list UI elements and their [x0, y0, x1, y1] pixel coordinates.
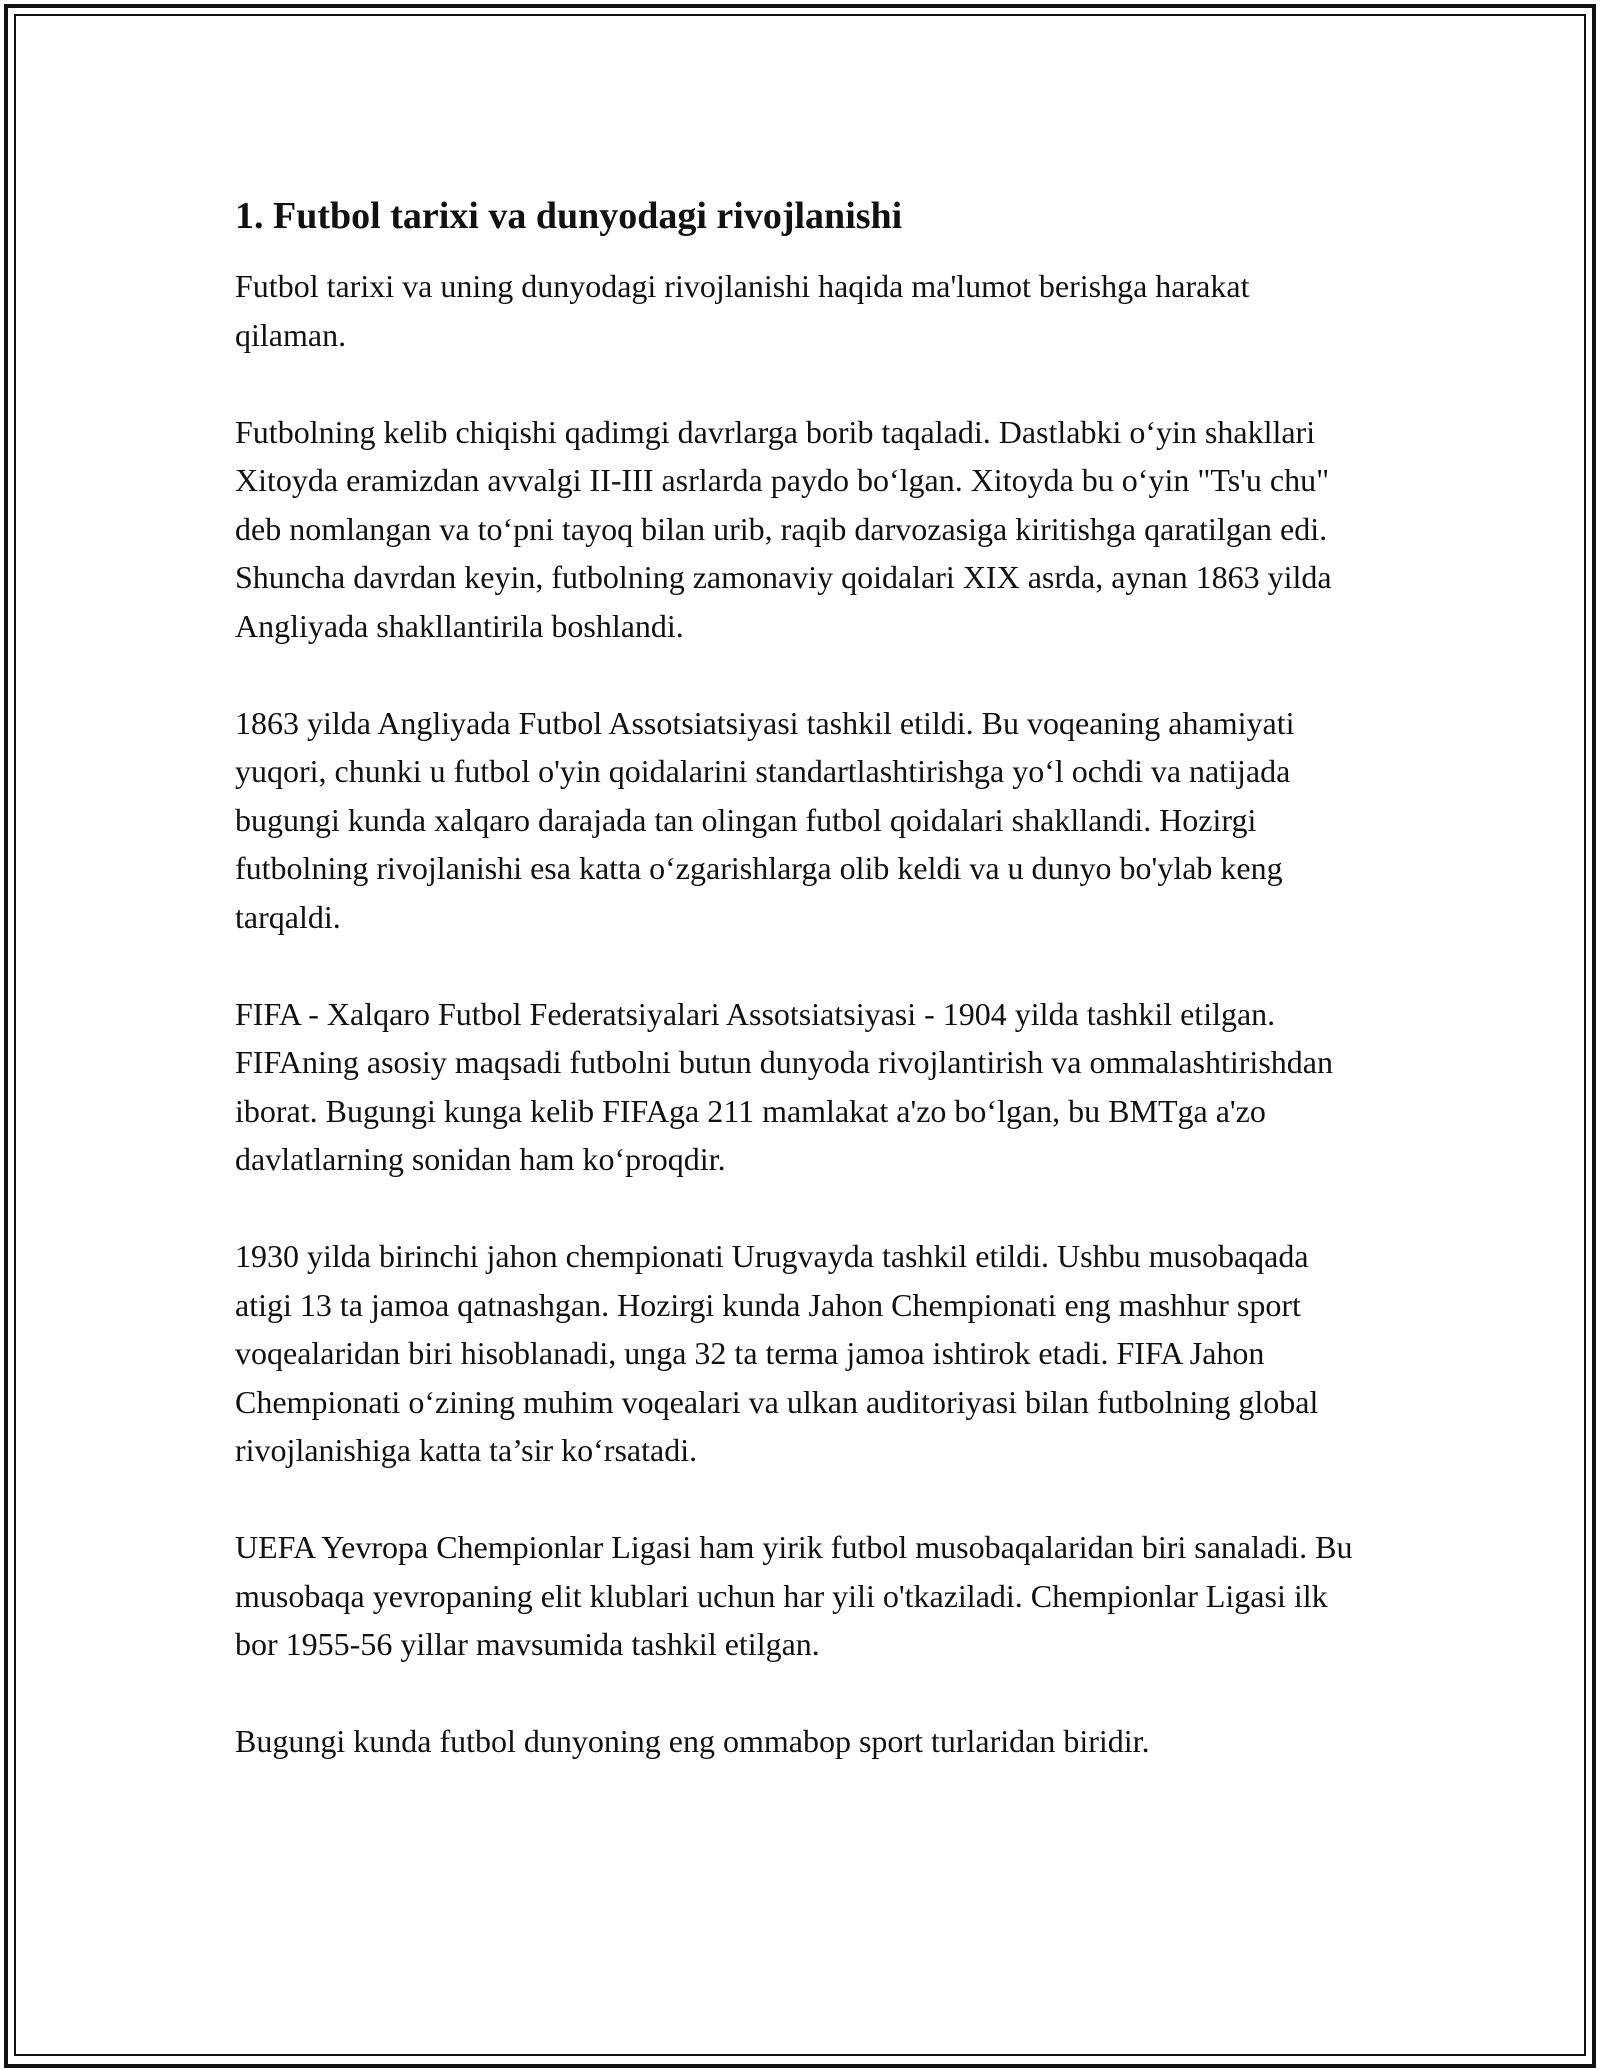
- paragraph-fifa: FIFA - Xalqaro Futbol Federatsiyalari Assotsiatsiyasi - 1904 yilda tashkil etilgan. FIFAning asosiy maqsadi futbolni butun dunyoda rivojlantirish va ommalashtirishdan iborat. Bugungi kunga kelib FIFAga 211 mamlakat a'zo bo‘lgan, bu BMTga a'zo davlatlarning sonidan ham ko‘proqdir.: [235, 995, 1333, 1177]
- paragraph-football-association: 1863 yilda Angliyada Futbol Assotsiatsiyasi tashkil etildi. Bu voqeaning ahamiyati yuqori, chunki u futbol o'yin qoidalarini standartlashtirishga yo‘l ochdi va natijada bugungi kunda xalqaro darajada tan olingan futbol qoidalari shakllandi. Hozirgi futbolning rivojlanishi esa katta o‘zgarishlarga olib keldi va u dunyo bo'ylab keng tarqaldi.: [235, 704, 1295, 935]
- document-body: [235, 190, 1355, 1766]
- paragraph-champions-league: UEFA Yevropa Chempionlar Ligasi ham yirik futbol musobaqalaridan biri sanaladi. Bu musobaqa yevropaning elit klublari uchun har yili o'tkaziladi. Chempionlar Ligasi ilk bor 1955-56 yillar mavsumida tashkil etilgan.: [235, 1529, 1353, 1662]
- document-title: 1. Futbol tarixi va dunyodagi rivojlanishi: [235, 195, 903, 237]
- paragraph-origins: Futbolning kelib chiqishi qadimgi davrlarga borib taqaladi. Dastlabki o‘yin shakllari Xitoyda eramizdan avvalgi II-III asrlarda paydo bo‘lgan. Xitoyda bu o‘yin "Ts'u chu" deb nomlangan va to‘pni tayoq bilan urib, raqib darvozasiga kiritishga qaratilgan edi. Shuncha davrdan keyin, futbolning zamonaviy qoidalari XIX asrda, aynan 1863 yilda Angliyada shakllantirila boshlandi.: [235, 413, 1332, 644]
- paragraph-conclusion: Bugungi kunda futbol dunyoning eng ommabop sport turlaridan biridir.: [235, 1723, 1150, 1759]
- paragraph-intro: Futbol tarixi va uning dunyodagi rivojlanishi haqida ma'lumot berishga harakat qilaman.: [235, 268, 1250, 353]
- paragraph-world-cup: 1930 yilda birinchi jahon chempionati Urugvayda tashkil etildi. Ushbu musobaqada atigi 13 ta jamoa qatnashgan. Hozirgi kunda Jahon Chempionati eng mashhur sport voqealaridan biri hisoblanadi, unga 32 ta terma jamoa ishtirok etadi. FIFA Jahon Chempionati o‘zining muhim voqealari va ulkan auditoriyasi bilan futbolning global rivojlanishiga katta ta’sir ko‘rsatadi.: [235, 1238, 1319, 1468]
